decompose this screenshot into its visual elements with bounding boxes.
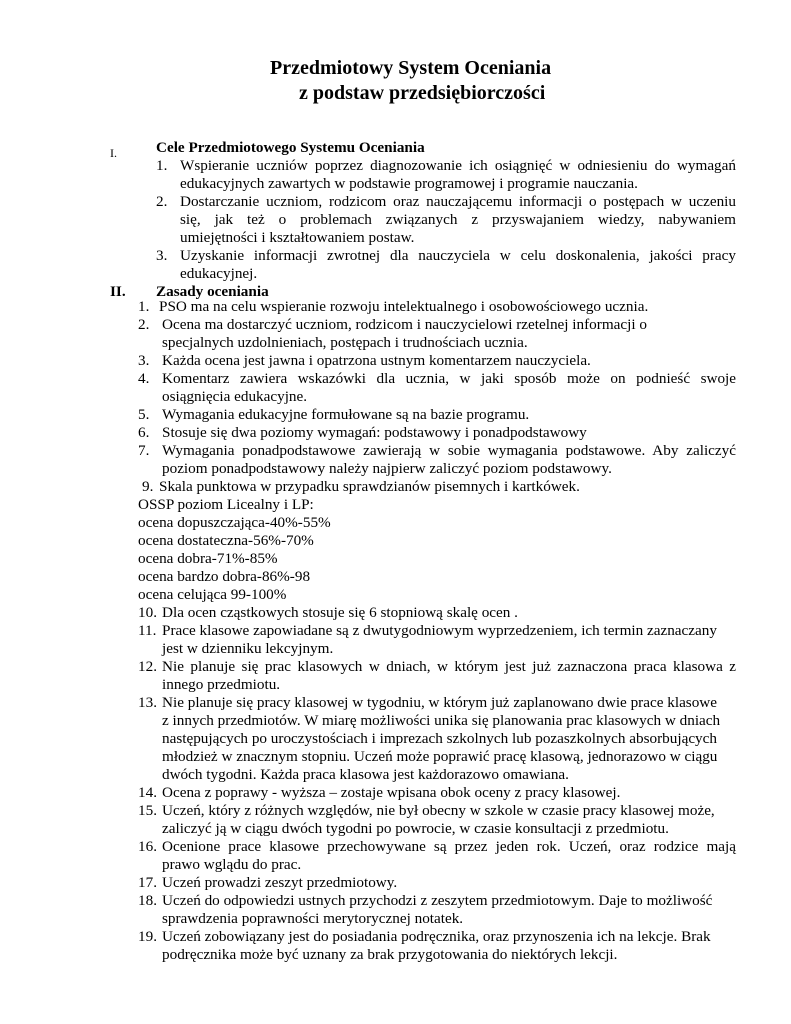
section-1-heading: Cele Przedmiotowego Systemu Oceniania [156,139,425,156]
list-item-line: młodzież w znacznym stopniu. Uczeń może poprawić pracę klasową, jednorazowo w ciągu [162,748,718,765]
list-item-number: 17. [138,874,157,891]
list-item-number: 1. [138,298,150,315]
list-item-line: Ocenione prace klasowe przechowywane są przez jeden rok. Uczeń, oraz rodzice mają [162,838,736,855]
list-item-line: następujących po uroczystościach i imprezach szkolnych lub pozaszkolnych absorbujących [162,730,717,747]
list-item-line: Nie planuje się pracy klasowej w tygodniu, w którym już zaplanowano dwie prace klasowe [162,694,718,711]
scale-line: ocena bardzo dobra-86%-98 [138,568,311,585]
list-item-line: sprawdzenia poprawności merytorycznej notatek. [162,910,464,927]
list-item-number: 19. [138,928,157,945]
list-item-line: Każda ocena jest jawna i opatrzona ustnym komentarzem nauczyciela. [162,352,591,369]
list-item-line: PSO ma na celu wspieranie rozwoju intelektualnego i osobowościowego ucznia. [159,298,649,315]
list-item-line: z innych przedmiotów. W miarę możliwości unika się planowania prac klasowych w dniach [162,712,721,729]
list-item-line: edukacyjnych zawartych w podstawie programowej i programie nauczania. [180,175,638,192]
list-item-line: się, jak też o problemach związanych z przyswajaniem wiedzy, nabywaniem [180,211,736,228]
list-item-line: jest w dzienniku lekcyjnym. [162,640,334,657]
list-item-number: 18. [138,892,157,909]
list-item-line: innego przedmiotu. [162,676,281,693]
list-item-line: specjalnych uzdolnieniach, postępach i trudnościach ucznia. [162,334,528,351]
list-item-number: 10. [138,604,157,621]
list-item-number: 5. [138,406,150,423]
page-title-line-2: z podstaw przedsiębiorczości [299,82,546,104]
list-item-line: Uczeń, który z różnych względów, nie był obecny w szkole w czasie pracy klasowej może, [162,802,715,819]
list-item-number: 1. [156,157,168,174]
list-item-line: podręcznika może być uznany za brak przygotowania do niektórych lekcji. [162,946,618,963]
scale-heading: OSSP poziom Licealny i LP: [138,496,314,513]
list-item-number: 3. [138,352,150,369]
list-item-line: Ocena ma dostarczyć uczniom, rodzicom i nauczycielowi rzetelnej informacji o [162,316,647,333]
section-1-number: I. [110,146,117,160]
list-item-line: zaliczyć ją w ciągu dwóch tygodni po powrocie, w czasie konsultacji z przedmiotu. [162,820,669,837]
list-item-line: Nie planuje się prac klasowych w dniach, w którym jest już zaznaczona praca klasowa z [162,658,736,675]
list-item-line: Uczeń zobowiązany jest do posiadania podręcznika, oraz przynoszenia ich na lekcje. Brak [162,928,711,945]
list-item-number: 16. [138,838,157,855]
list-item-line: Wymagania ponadpodstawowe zawierają w sobie wymagania podstawowe. Aby zaliczyć [162,442,736,459]
section-2-heading: Zasady oceniania [156,283,269,300]
list-item-number: 9. [142,478,154,495]
list-item-line: Prace klasowe zapowiadane są z dwutygodniowym wyprzedzeniem, ich termin zaznaczany [162,622,717,639]
list-item-line: Dostarczanie uczniom, rodzicom oraz nauczającemu informacji o postępach w uczeniu [180,193,736,210]
list-item-number: 6. [138,424,150,441]
list-item-line: Komentarz zawiera wskazówki dla ucznia, w jaki sposób może on podnieść swoje [162,370,736,387]
list-item-line: edukacyjnej. [180,265,258,282]
list-item-line: Dla ocen cząstkowych stosuje się 6 stopniową skalę ocen . [162,604,518,621]
list-item-number: 15. [138,802,157,819]
list-item-number: 2. [156,193,168,210]
list-item-line: Uczeń do odpowiedzi ustnych przychodzi z zeszytem przedmiotowym. Daje to możliwość [162,892,713,909]
list-item-line: Uczeń prowadzi zeszyt przedmiotowy. [162,874,398,891]
list-item-line: Ocena z poprawy - wyższa – zostaje wpisana obok oceny z pracy klasowej. [162,784,621,801]
list-item-line: osiągnięcia edukacyjne. [162,388,308,405]
page-title-line-1: Przedmiotowy System Oceniania [270,57,552,79]
list-item-line: poziom ponadpodstawowy należy najpierw zaliczyć poziom podstawowy. [162,460,612,477]
list-item-number: 3. [156,247,168,264]
list-item-line: Stosuje się dwa poziomy wymagań: podstawowy i ponadpodstawowy [162,424,587,441]
list-item-number: 7. [138,442,150,459]
list-item-line: Wspieranie uczniów poprzez diagnozowanie ich osiągnięć w odniesieniu do wymagań [180,157,736,174]
scale-line: ocena dostateczna-56%-70% [138,532,314,549]
list-item-number: 4. [138,370,150,387]
list-item-line: Wymagania edukacyjne formułowane są na bazie programu. [162,406,530,423]
list-item-line: Skala punktowa w przypadku sprawdzianów pisemnych i kartkówek. [159,478,580,495]
scale-line: ocena celująca 99-100% [138,586,287,603]
list-item-number: 13. [138,694,157,711]
scale-line: ocena dopuszczająca-40%-55% [138,514,331,531]
list-item-number: 12. [138,658,157,675]
list-item-line: dwóch tygodni. Każda praca klasowa jest każdorazowo omawiana. [162,766,569,783]
scale-line: ocena dobra-71%-85% [138,550,278,567]
list-item-number: 11. [138,622,157,639]
list-item-line: Uzyskanie informacji zwrotnej dla nauczyciela w celu doskonalenia, jakości pracy [180,247,736,264]
list-item-line: prawo wglądu do prac. [162,856,302,873]
list-item-number: 2. [138,316,150,333]
list-item-line: umiejętności i kształtowaniem postaw. [180,229,415,246]
section-2-number: II. [110,283,126,300]
list-item-number: 14. [138,784,157,801]
